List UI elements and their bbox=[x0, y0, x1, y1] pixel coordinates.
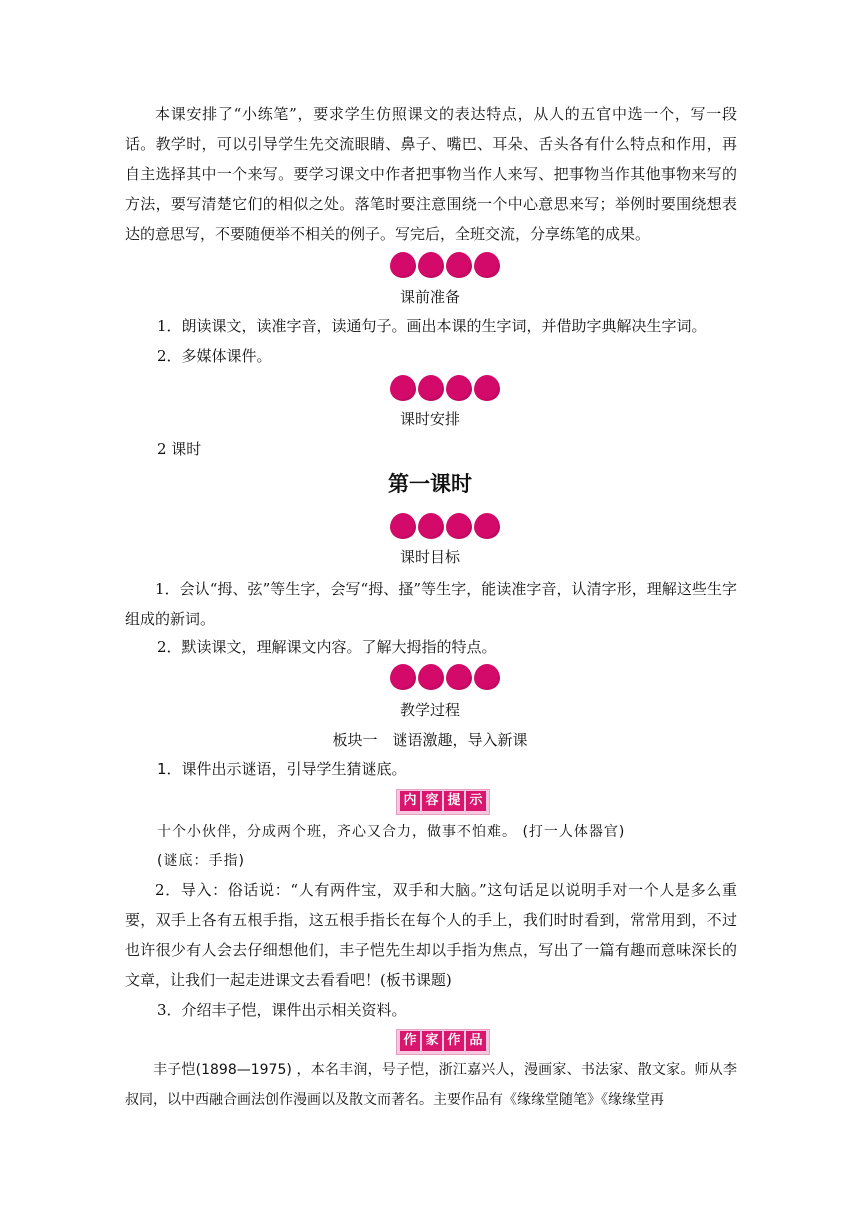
process-step: 3．介绍丰子恺，课件出示相关资料。 bbox=[157, 1001, 407, 1019]
goal-item: 2．默读课文，理解课文内容。了解大拇指的特点。 bbox=[157, 638, 497, 656]
tag-char: 内 bbox=[400, 791, 420, 811]
petal-icon bbox=[446, 513, 472, 539]
tag-char: 提 bbox=[444, 791, 464, 811]
prep-item: 1．朗读课文，读准字音，读通句子。画出本课的生字词，并借助字典解决生字词。 bbox=[157, 317, 707, 335]
petal-icon bbox=[418, 664, 444, 690]
author-bio: 丰子恺(1898—1975) ，本名丰润，号子恺，浙江嘉兴人，漫画家、书法家、散文家。师从李叔同，以中西融合画法创作漫画以及散文而著名。主要作品有《缘缘堂随笔》《缘缘堂再 bbox=[125, 1062, 737, 1108]
tag-char: 品 bbox=[466, 1031, 486, 1051]
section-heading-goals: 课时目标 bbox=[399, 548, 460, 566]
tag-char: 作 bbox=[400, 1031, 420, 1051]
section-heading-process: 教学过程 bbox=[399, 701, 460, 719]
tag-char: 家 bbox=[422, 1031, 442, 1051]
section-heading-schedule: 课时安排 bbox=[399, 410, 460, 428]
petal-icon bbox=[446, 252, 472, 278]
prep-item: 2．多媒体课件。 bbox=[157, 347, 272, 365]
riddle-text: 十个小伙伴，分成两个班，齐心又合力，做事不怕难。 (打一人体器官) bbox=[157, 824, 626, 840]
process-step: 2．导入：俗话说：“人有两件宝，双手和大脑。”这句话足以说明手对一个人是多么重要，双手上各有五根手指，这五根手指长在每个人的手上，我们时时看到，常常用到，不过也许很少有人会去仔细想他们，丰子恺先生却以手指为焦点，写出了一篇有趣而意味深长的文章，让我们一起走进课文去看看吧！(板书课题) bbox=[125, 881, 737, 989]
petal-icon bbox=[390, 252, 416, 278]
petal-icon bbox=[418, 252, 444, 278]
section-decoration bbox=[390, 662, 500, 692]
section-decoration bbox=[390, 250, 500, 280]
petal-icon bbox=[418, 513, 444, 539]
author-works-tag bbox=[396, 1029, 490, 1055]
block-title: 板块一 谜语激趣，导入新课 bbox=[332, 731, 528, 749]
petal-icon bbox=[474, 664, 500, 690]
intro-paragraph: 本课安排了“小练笔”，要求学生仿照课文的表达特点，从人的五官中选一个，写一段话。教学时，可以引导学生先交流眼睛、鼻子、嘴巴、耳朵、舌头各有什么特点和作用，再自主选择其中一个来写。要学习课文中作者把事物当作人来写、把事物当作其他事物来写的方法，要写清楚它们的相似之处。落笔时要注意围绕一个中心意思来写；举例时要围绕想表达的意思写，不要随便举不相关的例子。写完后，全班交流，分享练笔的成果。 bbox=[125, 105, 737, 243]
petal-icon bbox=[474, 375, 500, 401]
section-decoration bbox=[390, 511, 500, 541]
riddle-answer: (谜底：手指) bbox=[157, 853, 245, 869]
petal-icon bbox=[446, 664, 472, 690]
petal-icon bbox=[390, 513, 416, 539]
goal-item: 1．会认“拇、弦”等生字，会写“拇、搔”等生字，能读准字音，认清字形，理解这些生字组成的新词。 bbox=[125, 580, 737, 628]
section-decoration bbox=[390, 373, 500, 403]
petal-icon bbox=[390, 375, 416, 401]
section-heading-prep: 课前准备 bbox=[399, 288, 460, 306]
petal-icon bbox=[474, 252, 500, 278]
petal-icon bbox=[446, 375, 472, 401]
schedule-text: 2 课时 bbox=[157, 440, 202, 458]
tag-char: 示 bbox=[466, 791, 486, 811]
petal-icon bbox=[418, 375, 444, 401]
petal-icon bbox=[474, 513, 500, 539]
lesson-title: 第一课时 bbox=[388, 472, 472, 496]
content-tip-tag bbox=[396, 789, 490, 815]
tag-char: 容 bbox=[422, 791, 442, 811]
tag-char: 作 bbox=[444, 1031, 464, 1051]
petal-icon bbox=[390, 664, 416, 690]
process-step: 1．课件出示谜语，引导学生猜谜底。 bbox=[157, 760, 407, 778]
